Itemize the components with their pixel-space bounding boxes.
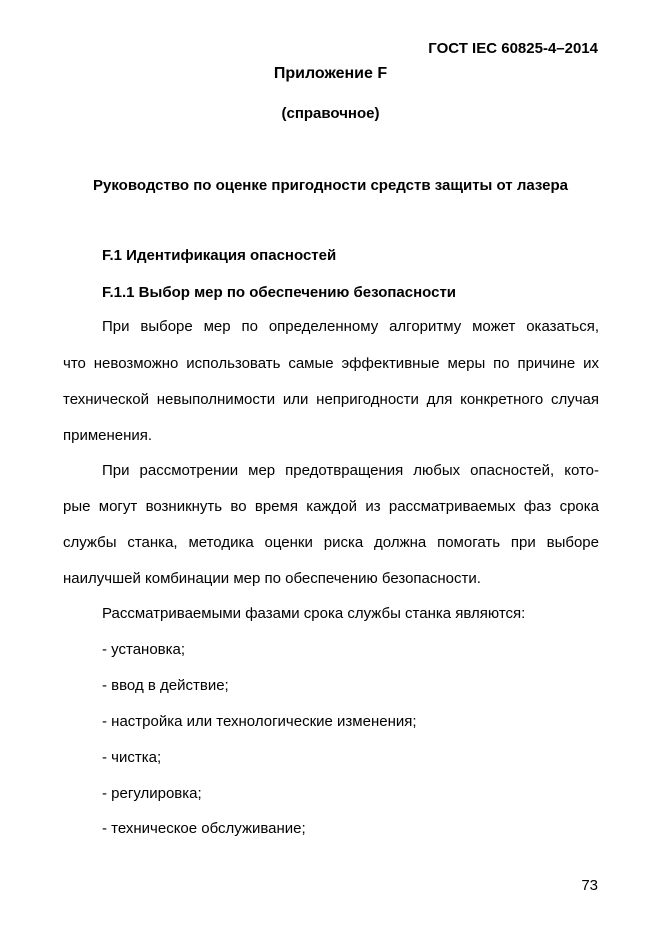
appendix-title: Приложение F [273,65,388,82]
paragraph-line: При выборе мер по определенному алгоритму может оказаться, [102,318,599,335]
paragraph-line: технической невыполнимости или непригодности для конкретного случая [63,391,599,408]
guide-title: Руководство по оценке пригодности средств защиты от лазера [93,177,568,194]
paragraph-line: При рассмотрении мер предотвращения любых опасностей, кото- [102,462,599,479]
paragraph-line: наилучшей комбинации мер по обеспечению безопасности. [63,570,481,587]
list-item: - установка; [102,641,186,658]
paragraph-line: что невозможно использовать самые эффективные меры по причине их [63,355,599,372]
list-item: - ввод в действие; [102,677,229,694]
section-heading-f11: F.1.1 Выбор мер по обеспечению безопасности [102,284,457,301]
list-item: - регулировка; [102,785,202,802]
document-code: ГОСТ IEC 60825-4–2014 [428,40,598,57]
paragraph-line: Рассматриваемыми фазами срока службы станка являются: [102,605,526,622]
list-item: - настройка или технологические изменения; [102,713,417,730]
list-item: - чистка; [102,749,162,766]
page-number: 73 [581,877,598,894]
paragraph-line: службы станка, методика оценки риска должна помогать при выборе [63,534,599,551]
list-item: - техническое обслуживание; [102,820,306,837]
paragraph-line: рые могут возникнуть во время каждой из рассматриваемых фаз срока [63,498,599,515]
paragraph-line: применения. [63,427,153,444]
appendix-subtitle: (справочное) [281,105,380,122]
section-heading-f1: F.1 Идентификация опасностей [102,247,337,264]
